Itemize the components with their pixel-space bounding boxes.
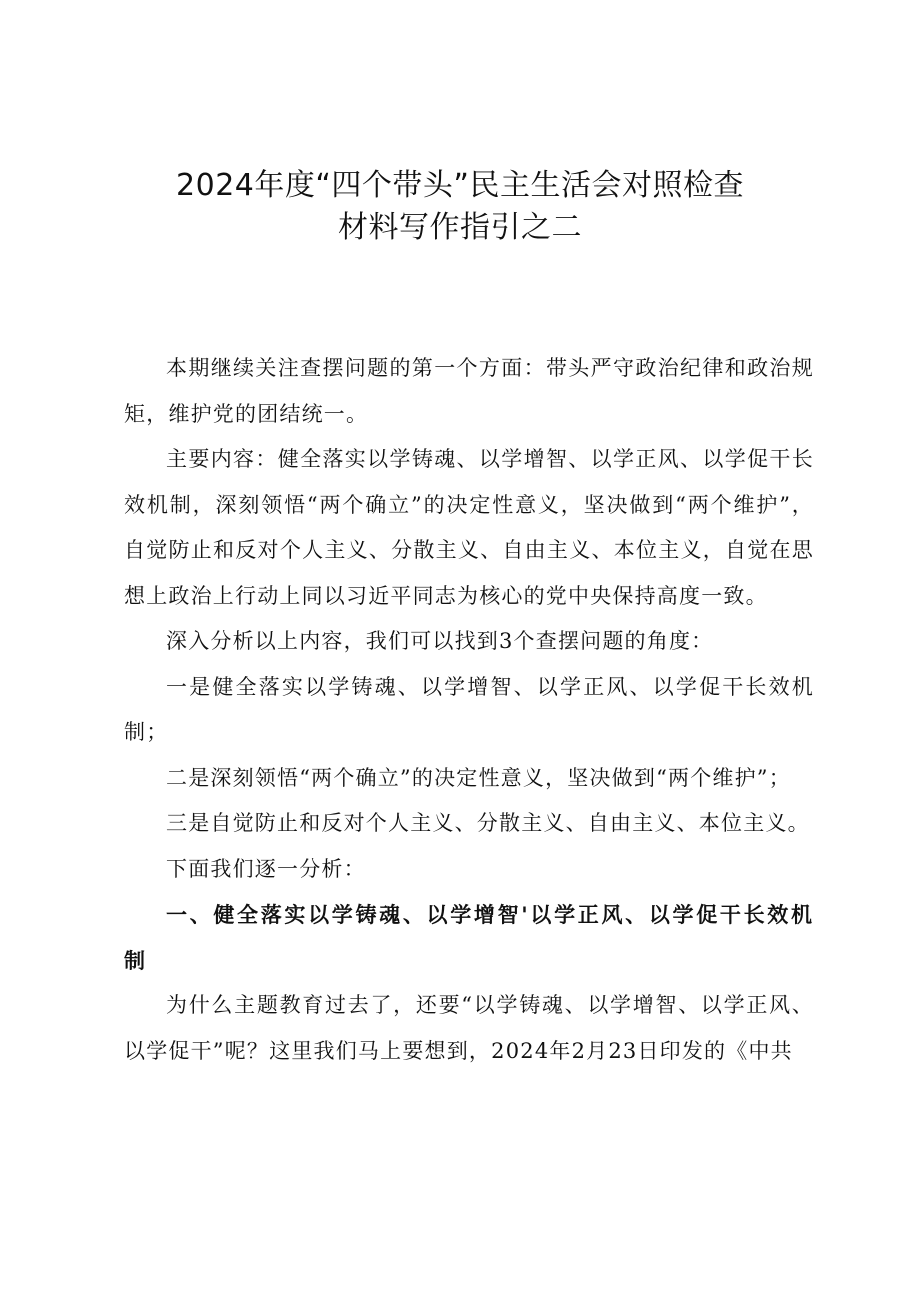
angle-three-paragraph: 三是自觉防止和反对个人主义、分散主义、自由主义、本位主义。 (166, 811, 810, 835)
section-one-paragraph: 为什么主题教育过去了，还要“以学铸魂、以学增智、以学正风、以学促干”呢？这里我们马上要想到，2024年2月23日印发的《中共 (124, 993, 814, 1063)
section-heading-one: 一、健全落实以学铸魂、以学增智'以学正风、以学促干长效机制 (124, 902, 814, 973)
intro-paragraph: 本期继续关注查摆问题的第一个方面：带头严守政治纪律和政治规矩，维护党的团结统一。 (124, 356, 814, 426)
main-content-paragraph: 主要内容：健全落实以学铸魂、以学增智、以学正风、以学促干长效机制，深刻领悟“两个确立”的决定性意义，坚决做到“两个维护”，自觉防止和反对个人主义、分散主义、自由主义、本位主义，自觉在思想上政治上行动上同以习近平同志为核心的党中央保持高度一致。 (124, 447, 814, 608)
document-title-line-2: 材料写作指引之二 (338, 210, 582, 245)
transition-paragraph: 下面我们逐一分析： (166, 856, 366, 881)
analysis-paragraph: 深入分析以上内容，我们可以找到3个查摆问题的角度： (166, 629, 714, 653)
document-title-line-1: 2024年度“四个带头”民主生活会对照检查 (176, 168, 744, 203)
document-body (124, 346, 814, 1074)
angle-one-paragraph: 一是健全落实以学铸魂、以学增智、以学正风、以学促干长效机制； (124, 674, 814, 744)
angle-two-paragraph: 二是深刻领悟“两个确立”的决定性意义，坚决做到“两个维护”； (166, 765, 791, 790)
